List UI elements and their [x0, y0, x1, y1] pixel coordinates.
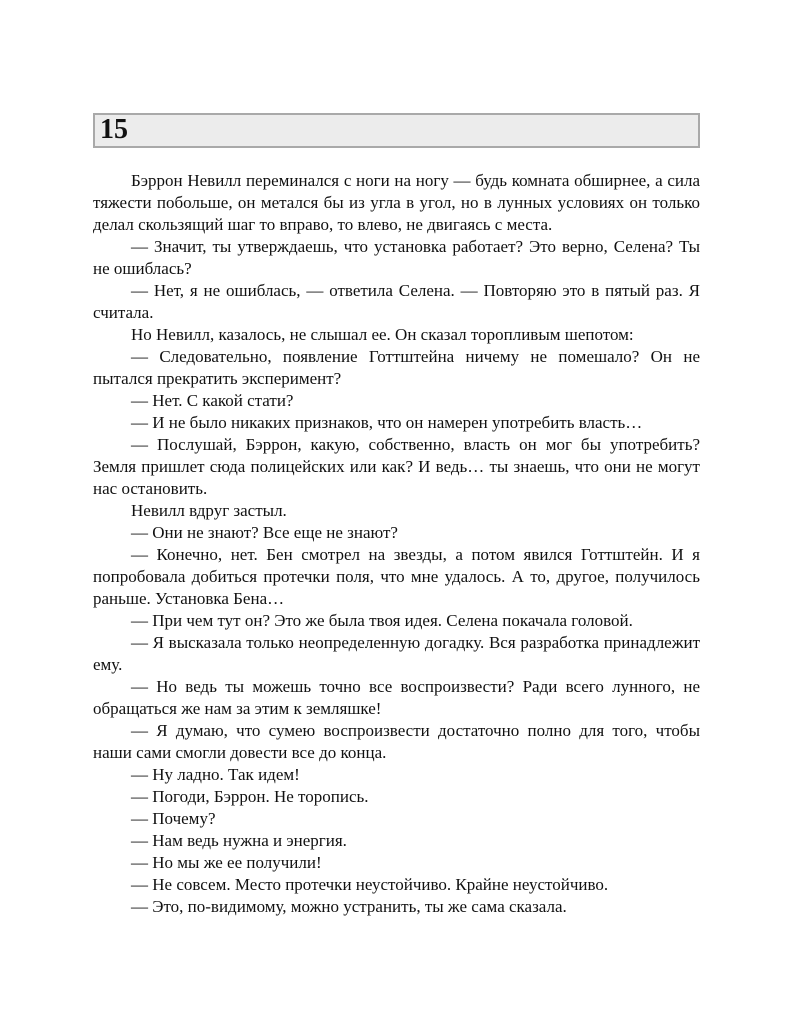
paragraph: — Послушай, Бэррон, какую, собственно, власть он мог бы употребить? Земля пришлет сюда полицейских или как? И ведь… ты знаешь, что они не могут нас остановить. — [93, 435, 700, 498]
paragraph: — Не совсем. Место протечки неустойчиво. Крайне неустойчиво. — [131, 875, 609, 894]
paragraph: — Нет. С какой стати? — [131, 391, 294, 410]
paragraph: Невилл вдруг застыл. — [131, 501, 287, 520]
paragraph: — При чем тут он? Это же была твоя идея. Селена покачала головой. — [131, 611, 633, 630]
chapter-header — [93, 113, 700, 148]
paragraph: — Но мы же ее получили! — [131, 853, 322, 872]
paragraph: — Я высказала только неопределенную догадку. Вся разработка принадлежит ему. — [93, 633, 700, 674]
paragraph: — Погоди, Бэррон. Не торопись. — [131, 787, 369, 806]
paragraph: — И не было никаких признаков, что он намерен употребить власть… — [131, 413, 643, 432]
paragraph: — Следовательно, появление Готтштейна ничему не помешало? Он не пытался прекратить эксперимент? — [93, 347, 700, 388]
paragraph: — Значит, ты утверждаешь, что установка работает? Это верно, Селена? Ты не ошиблась? — [93, 237, 700, 278]
paragraph: — Почему? — [131, 809, 216, 828]
paragraph: — Я думаю, что сумею воспроизвести достаточно полно для того, чтобы наши сами смогли довести все до конца. — [93, 721, 700, 762]
paragraph: — Это, по-видимому, можно устранить, ты же сама сказала. — [131, 897, 567, 916]
paragraph: Бэррон Невилл переминался с ноги на ногу — будь комната обширнее, а сила тяжести побольше, он метался бы из угла в угол, но в лунных условиях он только делал скользящий шаг то вправо, то влево, не двигаясь с места. — [93, 171, 700, 234]
book-text — [93, 170, 700, 918]
paragraph: — Конечно, нет. Бен смотрел на звезды, а потом явился Готтштейн. И я попробовала добиться протечки поля, что мне удалось. А то, другое, получилось раньше. Установка Бена… — [93, 545, 700, 608]
chapter-number: 15 — [100, 114, 128, 145]
paragraph: — Нет, я не ошиблась, — ответила Селена. — Повторяю это в пятый раз. Я считала. — [93, 281, 700, 322]
paragraph: — Но ведь ты можешь точно все воспроизвести? Ради всего лунного, не обращаться же нам за этим к земляшке! — [93, 677, 700, 718]
paragraph: Но Невилл, казалось, не слышал ее. Он сказал торопливым шепотом: — [131, 325, 634, 344]
book-page — [93, 113, 700, 918]
paragraph: — Они не знают? Все еще не знают? — [131, 523, 398, 542]
paragraph: — Ну ладно. Так идем! — [131, 765, 300, 784]
paragraph: — Нам ведь нужна и энергия. — [131, 831, 347, 850]
